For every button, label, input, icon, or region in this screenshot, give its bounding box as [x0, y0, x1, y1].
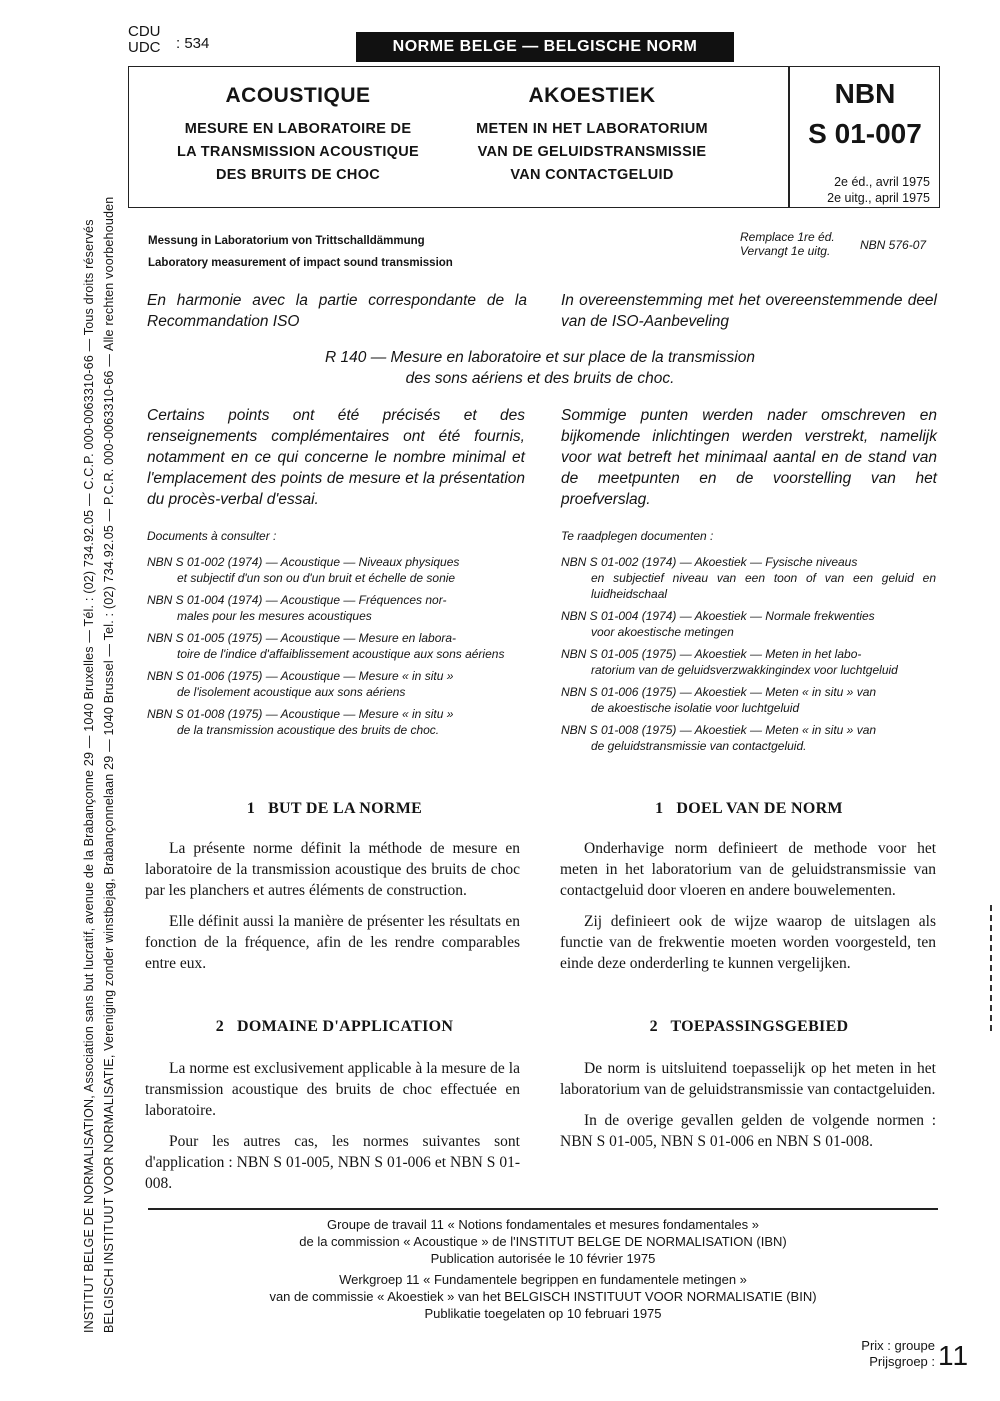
title-french	[153, 84, 443, 187]
title-german: Messung in Laboratorium von Trittschalldämmung	[148, 235, 425, 247]
price-group	[800, 1338, 935, 1370]
section-2-body-fr	[145, 1058, 520, 1204]
doc-ref: NBN S 01-005 (1975) — Akoestiek — Meten in het labo-	[561, 647, 862, 661]
replaces-nl: Vervangt 1e uitg.	[740, 244, 831, 258]
documents-heading-nl: Te raadplegen documenten :	[561, 529, 714, 543]
doc-ref: NBN S 01-004 (1974) — Akoestiek — Normale frekwenties	[561, 609, 875, 623]
paragraph: La norme est exclusivement applicable à la mesure de la transmission acoustique des bruits de choc effectuée en laboratoire.	[145, 1060, 520, 1119]
list-item	[147, 706, 522, 738]
doc-desc: de la transmission acoustique des bruits de choc.	[177, 723, 440, 737]
title-nl-sub-3: VAN CONTACTGELUID	[510, 167, 674, 183]
price-label-nl: Prijsgroep :	[869, 1354, 935, 1369]
doc-ref: NBN S 01-008 (1975) — Akoestiek — Meten « in situ » van	[561, 723, 877, 737]
title-dutch	[447, 84, 737, 187]
title-nl-sub-1: METEN IN HET LABORATORIUM	[476, 121, 708, 137]
list-item	[147, 554, 522, 586]
replaces-info	[740, 230, 835, 258]
documents-list-fr	[147, 528, 522, 744]
edition-nl: 2e uitg., april 1975	[827, 191, 930, 205]
title-fr-sub-3: DES BRUITS DE CHOC	[215, 167, 381, 183]
doc-desc: voor akoestische metingen	[591, 625, 734, 639]
list-item	[561, 684, 936, 716]
section-2-title-fr: 2 DOMAINE D'APPLICATION	[215, 1018, 454, 1035]
alternate-titles	[148, 230, 453, 274]
side-text-fr: INSTITUT BELGE DE NORMALISATION, Association sans but lucratif, avenue de la Brabançonne 29 — 1040 Bruxelles — Tél. : (02) 734.92.05 — C.C.P. 000-0063310-66 — Tous droits réservés	[82, 219, 96, 1333]
footer-fr-line-3: Publication autorisée le 10 février 1975	[430, 1251, 656, 1266]
intro-text-fr: Certains points ont été précisés et des renseignements complémentaires ont été fournis, notamment en ce qui concerne le nombre minimal et l'emplacement des points de mesure et la présentation du procès-verbal d'essai.	[147, 407, 525, 508]
doc-ref: NBN S 01-008 (1975) — Acoustique — Mesure « in situ »	[147, 707, 454, 721]
documents-heading-fr: Documents à consulter :	[147, 529, 277, 543]
doc-ref: NBN S 01-006 (1975) — Acoustique — Mesure « in situ »	[147, 669, 454, 683]
paragraph: Zij definieert ook de wijze waarop de uitslagen als functie van de frekwentie moeten worden voorgesteld, ten einde deze onderderling te kunnen vergelijken.	[560, 913, 936, 972]
doc-desc: de l'isolement acoustique aux sons aériens	[177, 685, 406, 699]
section-1-title-fr: 1 BUT DE LA NORME	[246, 800, 423, 817]
doc-ref: NBN S 01-006 (1975) — Akoestiek — Meten « in situ » van	[561, 685, 877, 699]
footer-fr-line-1: Groupe de travail 11 « Notions fondamentales et mesures fondamentales »	[327, 1217, 759, 1232]
replaces-fr: Remplace 1re éd.	[740, 230, 835, 244]
doc-ref: NBN S 01-005 (1975) — Acoustique — Mesure en labora-	[147, 631, 457, 645]
nbn-label: NBN	[834, 78, 896, 109]
title-nl-main: AKOESTIEK	[528, 84, 656, 107]
paragraph: In de overige gevallen gelden de volgende normen : NBN S 01-005, NBN S 01-006 en NBN S 01-008.	[560, 1112, 936, 1150]
list-item	[147, 592, 522, 624]
doc-desc: et subjectif d'un son ou d'un bruit et échelle de sonie	[177, 571, 456, 585]
norm-banner: NORME BELGE — BELGISCHE NORM	[356, 32, 734, 62]
paragraph: De norm is uitsluitend toepasselijk op het meten in het laboratorium van de geluidstransmissie van contactgeluiden.	[560, 1060, 936, 1098]
footer-fr-line-2: de la commission « Acoustique » de l'INSTITUT BELGE DE NORMALISATION (IBN)	[299, 1234, 787, 1249]
list-item	[561, 554, 936, 602]
side-text-nl: BELGISCH INSTITUUT VOOR NORMALISATIE, Vereniging zonder winstbejag, Brabançonnelaan 29 — 1040 Brussel — Tel. : (02) 734.92.05 — P.C.R. 000-0063310-66 — Alle rechten voorbehouden	[102, 196, 116, 1333]
title-fr-sub-1: MESURE EN LABORATOIRE DE	[184, 121, 412, 137]
harmony-text-fr: En harmonie avec la partie correspondante de la Recommandation ISO	[147, 292, 527, 330]
doc-desc: males pour les mesures acoustiques	[177, 609, 372, 623]
footer-nl-line-3: Publikatie toegelaten op 10 februari 1975	[424, 1306, 662, 1321]
replaces-reference: NBN 576-07	[860, 238, 927, 252]
price-label-fr: Prix : groupe	[861, 1338, 935, 1353]
doc-desc: en subjectief niveau van een toon of van een geluid en luidheidschaal	[591, 571, 936, 601]
paragraph: Elle définit aussi la manière de présenter les résultats en fonction de la fréquence, afin de les rendre comparables entre eux.	[145, 913, 520, 972]
doc-ref: NBN S 01-004 (1974) — Acoustique — Fréquences nor-	[147, 593, 447, 607]
footer-credits	[148, 1216, 938, 1322]
section-1-body-fr	[145, 838, 520, 984]
footer-divider	[148, 1208, 938, 1210]
list-item	[147, 630, 522, 662]
udc-label: UDC	[128, 39, 161, 56]
footer-nl-line-1: Werkgroep 11 « Fundamentele begrippen en fundamentele metingen »	[339, 1272, 747, 1287]
edition-info	[790, 174, 930, 206]
list-item	[147, 668, 522, 700]
title-nl-sub-2: VAN DE GELUIDSTRANSMISSIE	[477, 144, 707, 160]
title-fr-sub-2: LA TRANSMISSION ACOUSTIQUE	[177, 144, 419, 160]
paragraph: Pour les autres cas, les normes suivantes sont d'application : NBN S 01-005, NBN S 01-006 et NBN S 01-008.	[145, 1133, 520, 1192]
harmony-text-nl: In overeenstemming met het overeenstemmende deel van de ISO-Aanbeveling	[561, 292, 937, 330]
list-item	[561, 722, 936, 754]
code-number: S 01-007	[808, 118, 922, 149]
section-2-body-nl	[560, 1058, 936, 1162]
paragraph: La présente norme définit la méthode de mesure en laboratoire de la transmission acoustique des bruits de choc par les planchers et autres éléments de construction.	[145, 840, 520, 899]
doc-desc: toire de l'indice d'affaiblissement acoustique aux sons aériens	[177, 647, 505, 661]
section-2-title-nl: 2 TOEPASSINGSGEBIED	[649, 1018, 849, 1035]
list-item	[561, 646, 936, 678]
doc-desc: de geluidstransmissie van contactgeluid.	[591, 739, 807, 753]
documents-list-nl	[561, 528, 936, 760]
standard-code	[790, 74, 940, 154]
margin-change-marks	[990, 905, 992, 1035]
doc-desc: ratorium van de geluidsverzwakkingindex voor luchtgeluid	[591, 663, 898, 677]
section-1-title-nl: 1 DOEL VAN DE NORM	[655, 800, 843, 817]
classification-number: : 534	[176, 35, 210, 52]
doc-ref: NBN S 01-002 (1974) — Acoustique — Niveaux physiques	[147, 555, 460, 569]
title-english: Laboratory measurement of impact sound transmission	[148, 257, 453, 269]
footer-nl-line-2: van de commissie « Akoestiek » van het BELGISCH INSTITUUT VOOR NORMALISATIE (BIN)	[269, 1289, 817, 1304]
cdu-classification	[128, 24, 238, 64]
iso-reference	[200, 347, 880, 389]
edition-fr: 2e éd., avril 1975	[834, 175, 930, 189]
iso-reference-line-1: R 140 — Mesure en laboratoire et sur place de la transmission	[325, 349, 755, 366]
iso-reference-line-2: des sons aériens et des bruits de choc.	[405, 370, 675, 387]
section-1-body-nl	[560, 838, 936, 984]
doc-desc: de akoestische isolatie voor luchtgeluid	[591, 701, 800, 715]
paragraph: Onderhavige norm definieert de methode voor het meten in het laboratorium van de geluidstransmissie van contactgeluid door vloeren en andere bouwelementen.	[560, 840, 936, 899]
list-item	[561, 608, 936, 640]
title-fr-main: ACOUSTIQUE	[225, 84, 371, 107]
doc-ref: NBN S 01-002 (1974) — Akoestiek — Fysische niveaus	[561, 555, 858, 569]
intro-text-nl: Sommige punten werden nader omschreven en bijkomende inlichtingen werden verstrekt, namelijk voor wat betreft het minimaal aantal en de stand van de meetpunten en de voorstelling van het proefverslag.	[561, 407, 937, 508]
price-group-value: 11	[938, 1340, 970, 1371]
cdu-label: CDU	[128, 23, 161, 40]
